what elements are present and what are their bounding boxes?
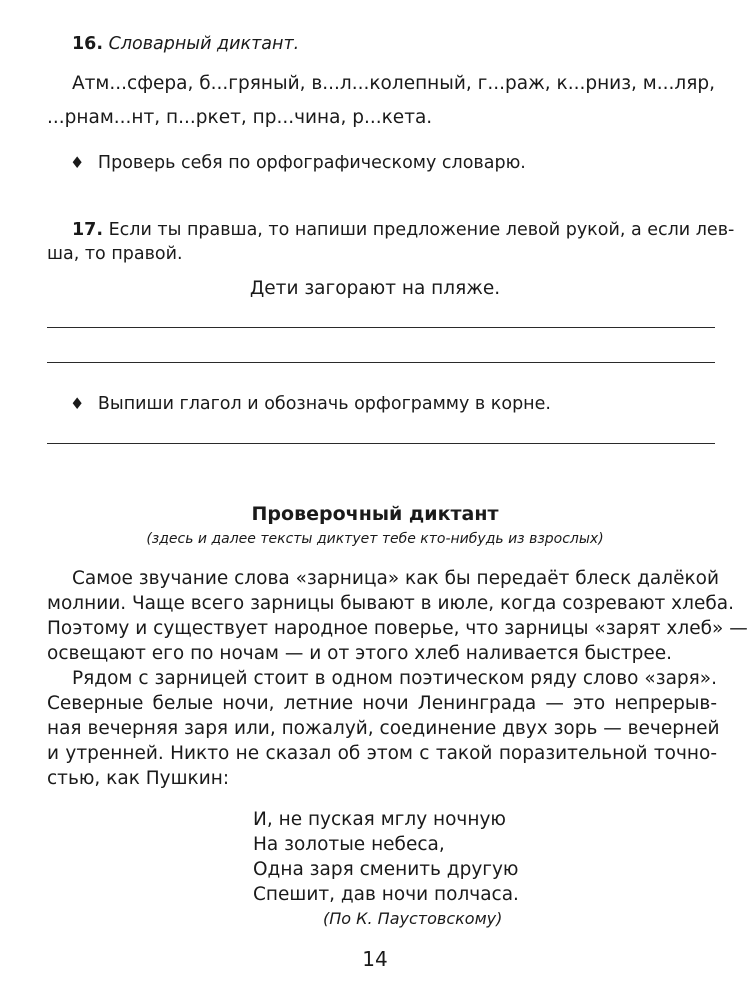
task16-check-text: Проверь себя по орфографическому словарю. xyxy=(97,153,526,173)
task16-heading xyxy=(72,32,299,56)
poem-line: На золотые небеса, xyxy=(253,834,445,855)
diamond-bullet-icon: ♦ xyxy=(70,153,85,172)
task17-sentence: Дети загорают на пляже. xyxy=(249,278,501,299)
task16-title: Словарный диктант. xyxy=(108,34,300,54)
task16-number: 16. xyxy=(72,34,104,54)
dictation-line: ная вечерняя заря или, пожалуй, соединение двух зорь — вечерней xyxy=(47,718,720,739)
task16-words-line1: Атм...сфера, б...гряный, в...л...колепный, г...раж, к...рниз, м...ляр, xyxy=(72,73,715,94)
poem-line: Одна заря сменить другую xyxy=(253,859,519,880)
task17-text-line2: ша, то правой. xyxy=(47,244,183,264)
dictation-line: и утренней. Никто не сказал об этом с такой поразительной точно- xyxy=(47,743,717,764)
poem-line: И, не пуская мглу ночную xyxy=(253,809,506,830)
task17-number: 17. xyxy=(72,220,104,240)
writing-line-1 xyxy=(47,327,715,328)
dictation-line: освещают его по ночам — и от этого хлеб наливается быстрее. xyxy=(47,643,672,664)
task17-instruction-row xyxy=(70,392,551,416)
task17-instruction-text: Выпиши глагол и обозначь орфограмму в корне. xyxy=(97,394,551,414)
poem-line: Спешит, дав ночи полчаса. xyxy=(253,884,519,905)
dictation-line: Рядом с зарницей стоит в одном поэтическом ряду слово «заря». xyxy=(72,668,717,689)
task17-line1 xyxy=(72,218,734,242)
dictation-title: Проверочный диктант xyxy=(251,503,499,525)
dictation-subtitle: (здесь и далее тексты диктует тебе кто-нибудь из взрослых) xyxy=(146,531,604,547)
dictation-line: Северные белые ночи, летние ночи Ленинграда — это непрерыв- xyxy=(47,693,717,714)
diamond-bullet-icon: ♦ xyxy=(70,394,85,413)
dictation-line: Самое звучание слова «зарница» как бы передаёт блеск далёкой xyxy=(72,568,719,589)
dictation-line: Поэтому и существует народное поверье, что зарницы «зарят хлеб» — xyxy=(47,618,748,639)
dictation-line: стью, как Пушкин: xyxy=(47,768,230,789)
dictation-line: молнии. Чаще всего зарницы бывают в июле, когда созревают хлеба. xyxy=(47,593,734,614)
task17-text-line1: Если ты правша, то напиши предложение левой рукой, а если лев- xyxy=(108,220,735,240)
writing-line-3 xyxy=(47,443,715,444)
attribution: (По К. Паустовскому) xyxy=(323,909,503,928)
task16-check-row xyxy=(70,151,526,175)
page-number: 14 xyxy=(362,947,388,971)
task16-words-line2: ...рнам...нт, п...ркет, пр...чина, р...кета. xyxy=(47,107,433,128)
writing-line-2 xyxy=(47,362,715,363)
